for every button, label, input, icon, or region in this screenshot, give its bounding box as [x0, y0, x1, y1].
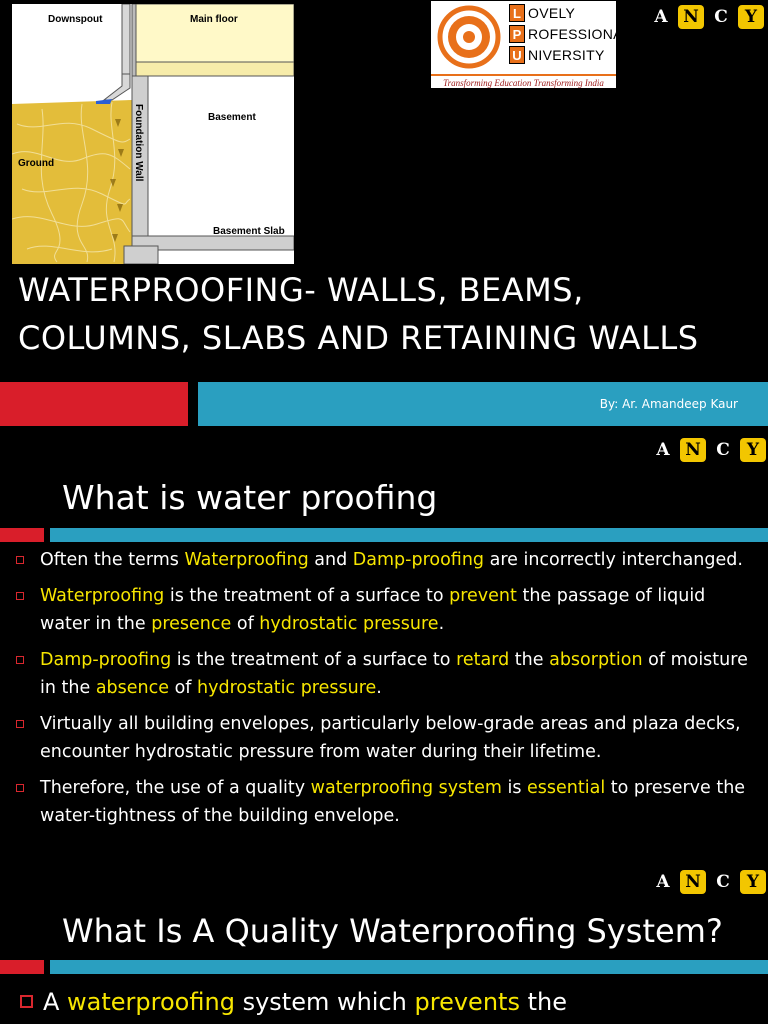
bullet-text: the	[519, 988, 567, 1016]
logo-tagline: Transforming Education Transforming India	[431, 74, 616, 88]
highlighted-term: waterproofing	[67, 988, 235, 1016]
red-accent-bar	[0, 528, 44, 542]
blue-accent-bar	[50, 528, 768, 542]
logo-row-lovely	[509, 4, 575, 22]
badge-letter: Y	[738, 5, 764, 29]
bullet-text: Virtually all building envelopes, particularly below-grade areas and plaza decks, encounter hydrostatic pressure from water during their lifetime.	[40, 714, 741, 762]
list-item	[12, 774, 760, 830]
logo-row-professional	[509, 25, 631, 43]
main-floor-label: Main floor	[190, 14, 238, 25]
basement-label: Basement	[208, 112, 256, 123]
highlighted-term: prevent	[449, 586, 517, 606]
bullet-text: the	[509, 650, 550, 670]
list-item	[12, 646, 760, 702]
red-accent-bar	[0, 960, 44, 974]
bullet-text: Therefore, the use of a quality	[40, 778, 311, 798]
badge-letter: C	[714, 7, 728, 27]
author-credit: By: Ar. Amandeep Kaur	[599, 397, 738, 411]
bullet-square-icon	[20, 995, 33, 1008]
bullet-square-icon	[16, 592, 24, 600]
highlighted-term: prevents	[414, 988, 520, 1016]
highlighted-term: Waterproofing	[184, 550, 309, 570]
bullet-list	[12, 546, 760, 838]
badge-letter: Y	[740, 438, 766, 462]
badge-letter: C	[716, 872, 730, 892]
basement-waterproofing-diagram	[12, 4, 294, 264]
badge-letter: N	[680, 438, 706, 462]
bullet-text: .	[376, 678, 382, 698]
downspout-label: Downspout	[48, 14, 103, 25]
bullet-square-icon	[16, 784, 24, 792]
ancy-badge	[650, 438, 766, 462]
badge-letter: A	[656, 872, 670, 892]
slide-heading: What Is A Quality Waterproofing System?	[62, 912, 723, 950]
ancy-badge	[650, 870, 766, 894]
bullet-text: of	[169, 678, 198, 698]
title-slide	[0, 0, 768, 428]
bullet-text: Often the terms	[40, 550, 185, 570]
badge-letter: N	[680, 870, 706, 894]
logo-letter: P	[509, 25, 525, 43]
highlighted-term: Damp-proofing	[40, 650, 172, 670]
title-line-2: COLUMNS, SLABS AND RETAINING WALLS	[18, 319, 699, 357]
ground-label: Ground	[18, 158, 55, 169]
badge-letter: Y	[740, 870, 766, 894]
list-item	[12, 710, 760, 766]
title-line-1: WATERPROOFING- WALLS, BEAMS,	[18, 271, 584, 309]
red-bar	[0, 382, 188, 426]
bullet-text: of moisture in the	[40, 650, 748, 698]
badge-letter: A	[656, 440, 670, 460]
list-item	[12, 546, 760, 574]
highlighted-term: hydrostatic pressure	[197, 678, 377, 698]
emblem-icon	[437, 5, 501, 69]
bullet-square-icon	[16, 556, 24, 564]
basement-slab-label: Basement Slab	[213, 226, 285, 237]
bullet-text: is	[501, 778, 528, 798]
slide-heading: What is water proofing	[62, 478, 438, 517]
highlighted-term: essential	[527, 778, 606, 798]
highlighted-term: Damp-proofing	[352, 550, 485, 570]
highlighted-term: hydrostatic pressure	[259, 614, 439, 634]
bullet-text: A	[43, 988, 68, 1016]
bullet-text: is the treatment of a surface to	[164, 586, 450, 606]
ancy-badge	[648, 5, 764, 29]
list-item	[12, 582, 760, 638]
highlighted-term: waterproofing system	[310, 778, 502, 798]
highlighted-term: absence	[95, 678, 170, 698]
logo-letter: L	[509, 4, 525, 22]
bullet-square-icon	[16, 656, 24, 664]
logo-row-university	[509, 46, 605, 64]
highlighted-term: retard	[456, 650, 510, 670]
bullet-square-icon	[16, 720, 24, 728]
badge-letter: A	[654, 7, 668, 27]
bullet-text: are incorrectly interchanged.	[484, 550, 743, 570]
bullet-item	[20, 988, 567, 1016]
bullet-text: and	[308, 550, 353, 570]
badge-letter: N	[678, 5, 704, 29]
bullet-text: the passage of liquid water in the	[40, 586, 706, 634]
bullet-text: is the treatment of a surface to	[171, 650, 457, 670]
bullet-text: of	[231, 614, 260, 634]
logo-letter: U	[509, 46, 525, 64]
blue-accent-bar	[50, 960, 768, 974]
highlighted-term: absorption	[549, 650, 643, 670]
badge-letter: C	[716, 440, 730, 460]
logo-word: NIVERSITY	[528, 47, 605, 63]
logo-word: ROFESSIONAL	[528, 26, 631, 42]
page-title	[18, 266, 758, 362]
bullet-text: .	[438, 614, 445, 634]
foundation-wall-label: Foundation Wall	[133, 104, 144, 182]
university-logo	[431, 1, 631, 88]
bullet-text: system which	[234, 988, 415, 1016]
highlighted-term: Waterproofing	[40, 586, 165, 606]
bullet-text: to preserve the water-tightness of the building envelope.	[40, 778, 746, 826]
logo-word: OVELY	[528, 5, 576, 21]
highlighted-term: presence	[151, 614, 232, 634]
